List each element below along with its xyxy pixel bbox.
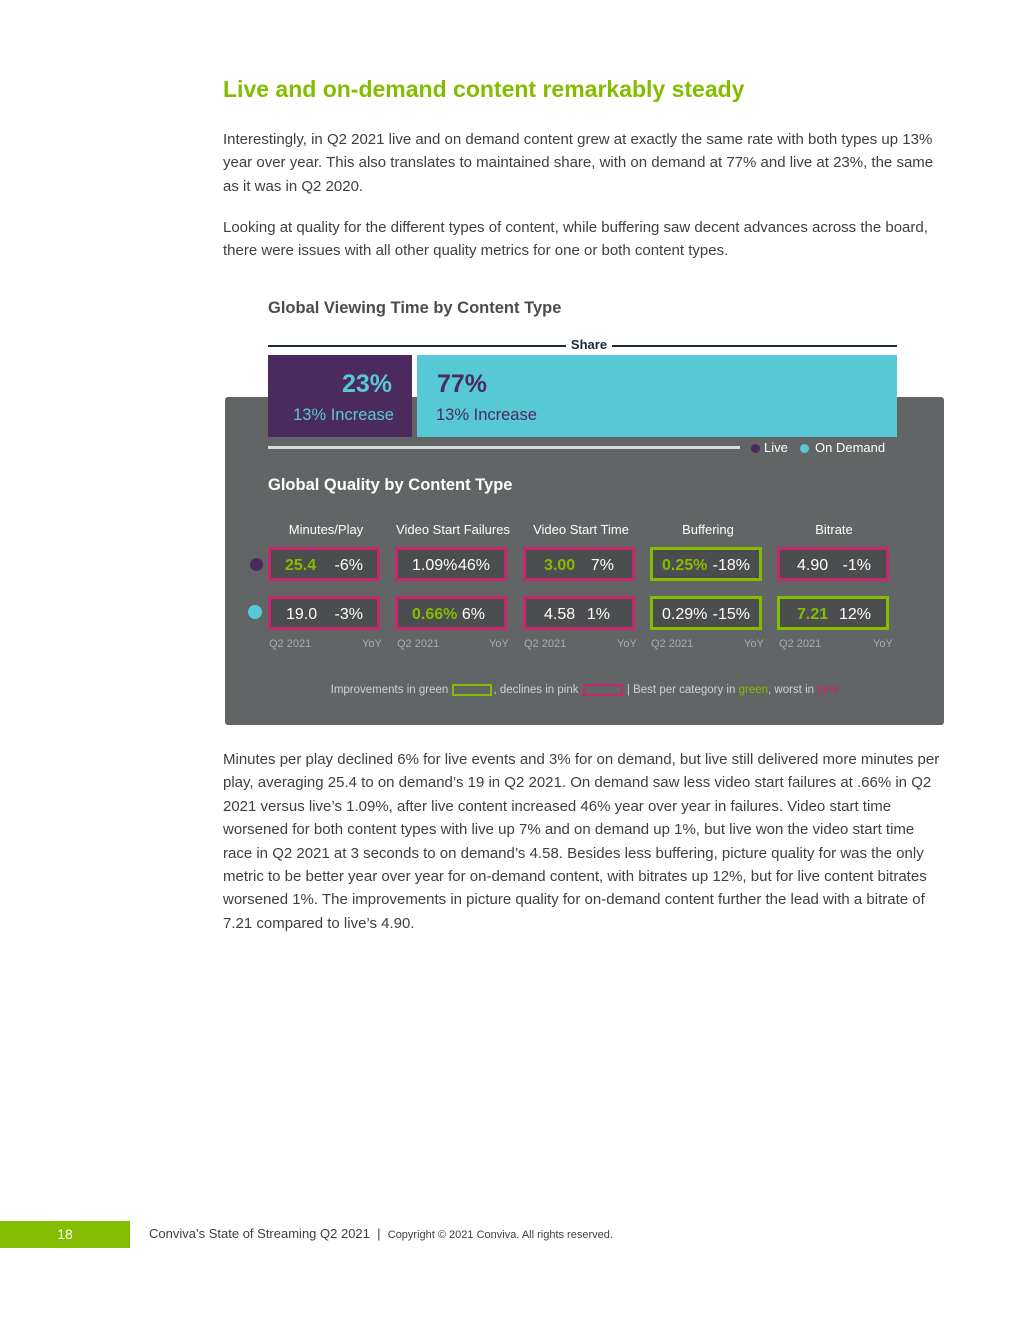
cell-value: 19.0 (286, 606, 318, 623)
on-demand-row-dot-icon (248, 605, 262, 619)
viewing-time-chart-title: Global Viewing Time by Content Type (268, 299, 562, 317)
cell-value: 0.25% (662, 557, 708, 574)
footer-copyright: Copyright © 2021 Conviva. All rights reserved. (387, 1229, 613, 1241)
section-heading: Live and on-demand content remarkably steady (223, 76, 745, 102)
on-demand-legend-dot-icon (800, 444, 809, 453)
live-bitrate-cell (777, 547, 889, 581)
yoy-sublabel: YoY (744, 638, 764, 650)
green-box-swatch-icon (452, 684, 492, 696)
legend-pink-word: pink (817, 684, 839, 697)
live-minutes-play-cell (268, 547, 380, 581)
period-sublabel: Q2 2021 (269, 638, 312, 650)
live-share-percent: 23% (341, 370, 392, 398)
period-sublabel: Q2 2021 (779, 638, 822, 650)
cell-yoy: 7% (590, 557, 614, 574)
live-row-dot-icon (250, 558, 263, 571)
cell-yoy: 6% (461, 606, 485, 623)
on-demand-share-percent: 77% (437, 370, 488, 398)
yoy-sublabel: YoY (873, 638, 893, 650)
cell-yoy: 46% (457, 557, 490, 574)
yoy-sublabel: YoY (362, 638, 382, 650)
period-sublabel: Q2 2021 (397, 638, 440, 650)
cell-yoy: -15% (712, 606, 750, 623)
live-share-bar (268, 355, 412, 437)
cell-value: 3.00 (544, 557, 576, 574)
on-demand-share-bar (417, 355, 897, 437)
cell-value: 1.09% (412, 557, 458, 574)
quality-legend (225, 684, 944, 696)
on-demand-buffering-cell (650, 596, 762, 630)
live-video-start-time-cell (523, 547, 635, 581)
share-baseline (268, 446, 740, 449)
on-demand-video-start-time-cell (523, 596, 635, 630)
cell-value: 0.29% (662, 606, 708, 623)
column-header-minutes-play: Minutes/Play (288, 522, 364, 537)
live-legend-label: Live (764, 440, 788, 455)
live-legend-dot-icon (751, 444, 760, 453)
on-demand-bitrate-cell (777, 596, 889, 630)
on-demand-legend-label: On Demand (815, 440, 886, 455)
legend-improvements-text: Improvements in green (330, 684, 449, 697)
legend-green-word: green (738, 684, 769, 697)
share-rule-left (268, 345, 566, 347)
cell-value: 25.4 (285, 557, 317, 574)
period-sublabel: Q2 2021 (651, 638, 694, 650)
cell-yoy: -3% (334, 606, 363, 623)
legend-best-text: Best per category in (633, 684, 736, 697)
cell-yoy: -18% (712, 557, 750, 574)
period-sublabel: Q2 2021 (524, 638, 567, 650)
yoy-sublabel: YoY (489, 638, 509, 650)
quality-chart-title: Global Quality by Content Type (268, 476, 513, 494)
legend-worst-text: , worst in (768, 684, 815, 697)
live-buffering-cell (650, 547, 762, 581)
yoy-sublabel: YoY (617, 638, 637, 650)
quality-paragraph: Looking at quality for the different types of content, while buffering saw decent advances across the board, there were issues with all other quality metrics for one or both content types. (223, 219, 928, 260)
share-label: Share (570, 337, 608, 352)
live-video-start-failures-cell (395, 547, 507, 581)
footer-separator: | (377, 1226, 381, 1241)
column-header-buffering: Buffering (682, 522, 734, 537)
column-header-video-start-failures: Video Start Failures (396, 522, 510, 537)
on-demand-minutes-play-cell (268, 596, 380, 630)
column-header-bitrate: Bitrate (815, 522, 853, 537)
cell-yoy: 12% (838, 606, 871, 623)
column-header-video-start-time: Video Start Time (533, 522, 629, 537)
legend-separator: | (626, 684, 630, 697)
footer (149, 1226, 613, 1241)
cell-value: 4.90 (797, 557, 829, 574)
cell-value: 4.58 (544, 606, 576, 623)
legend-declines-text: , declines in pink (493, 684, 579, 697)
on-demand-video-start-failures-cell (395, 596, 507, 630)
page-number: 18 (0, 1221, 130, 1248)
share-rule-right (612, 345, 897, 347)
live-increase-label: 13% Increase (293, 406, 394, 424)
cell-yoy: 1% (586, 606, 610, 623)
cell-value: 0.66% (412, 606, 458, 623)
footer-title: Conviva’s State of Streaming Q2 2021 (149, 1226, 370, 1241)
analysis-paragraph: Minutes per play declined 6% for live events and 3% for on demand, but live still delivered more minutes per play, averaging 25.4 to on demand’s 19 in Q2 2021. On demand saw less video start failures at .66% in Q2 2021 versus live’s 1.09%, after live content increased 46% year over year in failures. Video start time worsened for both content types with live up 7% and on demand up 1%, but live won the video start time race in Q2 2021 at 3 seconds to on demand’s 4.58. Besides less buffering, picture quality for was the only metric to be better year over year for on-demand content, with bitrates up 12%, but for live content bitrates worsened 1%. The improvements in picture quality for on-demand content further the lead with a bitrate of 7.21 compared to live’s 4.90. (223, 751, 940, 932)
cell-yoy: -6% (334, 557, 363, 574)
intro-paragraph: Interestingly, in Q2 2021 live and on demand content grew at exactly the same rate with both types up 13% year over year. This also translates to maintained share, with on demand at 77% and live at 23%, the same as it was in Q2 2020. (223, 131, 934, 195)
cell-value: 7.21 (797, 606, 829, 623)
cell-yoy: -1% (842, 557, 871, 574)
pink-box-swatch-icon (583, 684, 623, 696)
on-demand-increase-label: 13% Increase (436, 406, 537, 424)
